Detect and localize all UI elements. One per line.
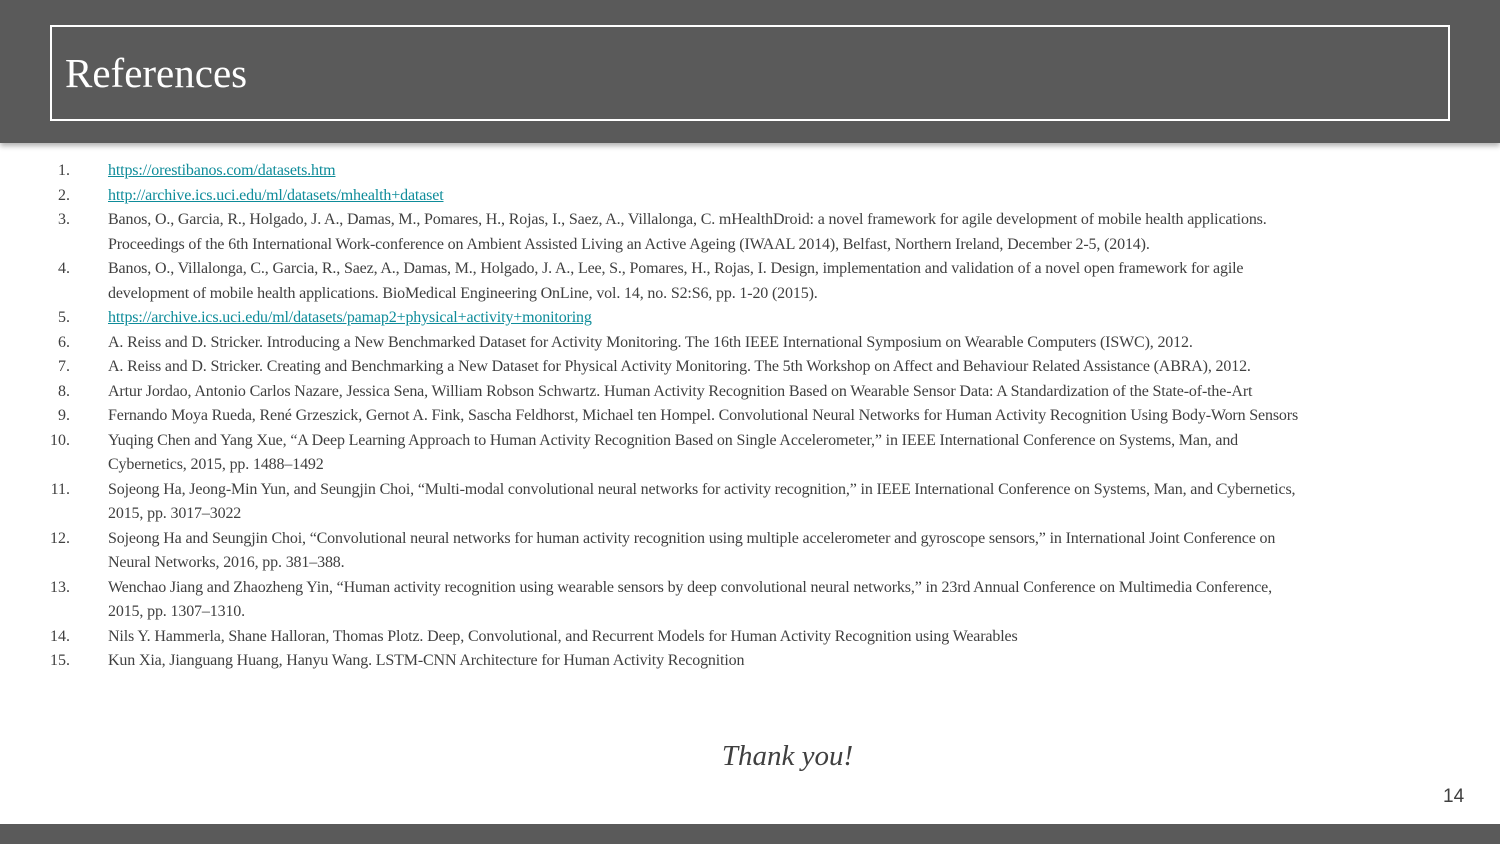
reference-text: A. Reiss and D. Stricker. Creating and Benchmarking a New Dataset for Physical Activity Monitoring. The 5th Workshop on Affect and Behaviour Related Assistance (ABRA), 2012.: [108, 358, 1251, 375]
reference-item: [0, 404, 1500, 429]
reference-line: [108, 331, 1500, 356]
reference-number: 7.: [58, 358, 70, 375]
reference-text: Neural Networks, 2016, pp. 381–388.: [108, 554, 345, 571]
reference-number: 13.: [50, 578, 70, 596]
reference-number: 1.: [58, 162, 70, 179]
reference-number: 12.: [50, 529, 70, 547]
slide-header: [0, 0, 1500, 143]
reference-text: Banos, O., Villalonga, C., Garcia, R., Saez, A., Damas, M., Holgado, J. A., Lee, S., Pomares, H., Rojas, I. Design, implementation and validation of a novel open framework for agile: [108, 260, 1244, 277]
reference-item: [0, 625, 1500, 650]
thank-you-text: Thank you!: [721, 740, 854, 772]
reference-number: 11.: [50, 480, 70, 498]
reference-text: Cybernetics, 2015, pp. 1488–1492: [108, 456, 324, 473]
reference-text: Artur Jordao, Antonio Carlos Nazare, Jessica Sena, William Robson Schwartz. Human Activity Recognition Based on Wearable Sensor Data: A Standardization of the State-of-the-Art: [108, 382, 1253, 400]
reference-line: [108, 257, 1500, 282]
reference-number: 5.: [58, 309, 70, 326]
reference-list: [0, 159, 1500, 674]
reference-number: 2.: [58, 186, 70, 204]
reference-number: 3.: [58, 211, 70, 228]
reference-text: Wenchao Jiang and Zhaozheng Yin, “Human activity recognition using wearable sensors by deep convolutional neural networks,” in 23rd Annual Conference on Multimedia Conference,: [108, 578, 1272, 596]
reference-text: Sojeong Ha and Seungjin Choi, “Convolutional neural networks for human activity recognition using multiple accelerometer and gyroscope sensors,” in International Joint Conference on: [108, 529, 1276, 547]
reference-item: [0, 478, 1500, 527]
reference-line: [108, 404, 1500, 429]
reference-line: [108, 282, 1500, 307]
reference-text: Proceedings of the 6th International Work-conference on Ambient Assisted Living an Active Ageing (IWAAL 2014), Belfast, Northern Ireland, December 2-5, (2014).: [108, 235, 1150, 253]
reference-number: 10.: [50, 431, 70, 449]
reference-line: [108, 208, 1500, 233]
reference-number: 8.: [58, 382, 70, 400]
reference-item: [0, 527, 1500, 576]
reference-item: [0, 380, 1500, 405]
reference-text: development of mobile health applications. BioMedical Engineering OnLine, vol. 14, no. S2:S6, pp. 1-20 (2015).: [108, 284, 818, 302]
reference-text: Nils Y. Hammerla, Shane Halloran, Thomas Plotz. Deep, Convolutional, and Recurrent Models for Human Activity Recognition using Wearables: [108, 627, 1018, 645]
reference-line: [108, 233, 1500, 258]
reference-number: 9.: [58, 407, 70, 424]
slide-footer-band: [0, 824, 1500, 844]
reference-line: [108, 527, 1500, 552]
reference-item: [0, 331, 1500, 356]
reference-item: [0, 649, 1500, 674]
reference-item: [0, 576, 1500, 625]
reference-number: 14.: [50, 627, 70, 645]
reference-line: [108, 429, 1500, 454]
reference-text: Banos, O., Garcia, R., Holgado, J. A., Damas, M., Pomares, H., Rojas, I., Saez, A., Villalonga, C. mHealthDroid: a novel framework for agile development of mobile health applications.: [108, 211, 1267, 228]
reference-item: [0, 184, 1500, 209]
reference-item: [0, 429, 1500, 478]
reference-line: [108, 380, 1500, 405]
reference-line: [108, 502, 1500, 527]
reference-text: Sojeong Ha, Jeong-Min Yun, and Seungjin Choi, “Multi-modal convolutional neural networks for activity recognition,” in IEEE International Conference on Systems, Man, and Cybernetics,: [108, 480, 1296, 498]
reference-line: [108, 355, 1500, 380]
reference-text: Yuqing Chen and Yang Xue, “A Deep Learning Approach to Human Activity Recognition Based on Single Accelerometer,” in IEEE International Conference on Systems, Man, and: [108, 431, 1239, 449]
reference-line: [108, 478, 1500, 503]
reference-line: [108, 649, 1500, 674]
reference-number: 15.: [50, 652, 70, 669]
reference-item: [0, 257, 1500, 306]
reference-link[interactable]: http://archive.ics.uci.edu/ml/datasets/mhealth+dataset: [108, 186, 444, 204]
reference-line: [108, 625, 1500, 650]
title-box: [50, 25, 1450, 121]
reference-number: 6.: [58, 333, 70, 351]
reference-text: Kun Xia, Jianguang Huang, Hanyu Wang. LSTM-CNN Architecture for Human Activity Recognition: [108, 652, 745, 669]
reference-item: [0, 355, 1500, 380]
reference-text: 2015, pp. 1307–1310.: [108, 603, 246, 620]
reference-line: [108, 576, 1500, 601]
page-number: 14: [1443, 786, 1465, 807]
reference-line: [108, 184, 1500, 209]
reference-text: A. Reiss and D. Stricker. Introducing a New Benchmarked Dataset for Activity Monitoring. The 16th IEEE International Symposium on Wearable Computers (ISWC), 2012.: [108, 333, 1193, 351]
reference-text: Fernando Moya Rueda, René Grzeszick, Gernot A. Fink, Sascha Feldhorst, Michael ten Hompel. Convolutional Neural Networks for Human Activity Recognition Using Body-Worn Sensors: [108, 407, 1299, 424]
reference-line: [108, 551, 1500, 576]
reference-link[interactable]: https://archive.ics.uci.edu/ml/datasets/pamap2+physical+activity+monitoring: [108, 309, 592, 326]
slide-title: References: [65, 50, 248, 96]
reference-number: 4.: [58, 260, 70, 277]
reference-line: [108, 453, 1500, 478]
reference-item: [0, 306, 1500, 331]
reference-line: [108, 306, 1500, 331]
reference-link[interactable]: https://orestibanos.com/datasets.htm: [108, 162, 336, 179]
reference-item: [0, 208, 1500, 257]
reference-line: [108, 600, 1500, 625]
reference-item: [0, 159, 1500, 184]
reference-line: [108, 159, 1500, 184]
reference-text: 2015, pp. 3017–3022: [108, 505, 242, 522]
